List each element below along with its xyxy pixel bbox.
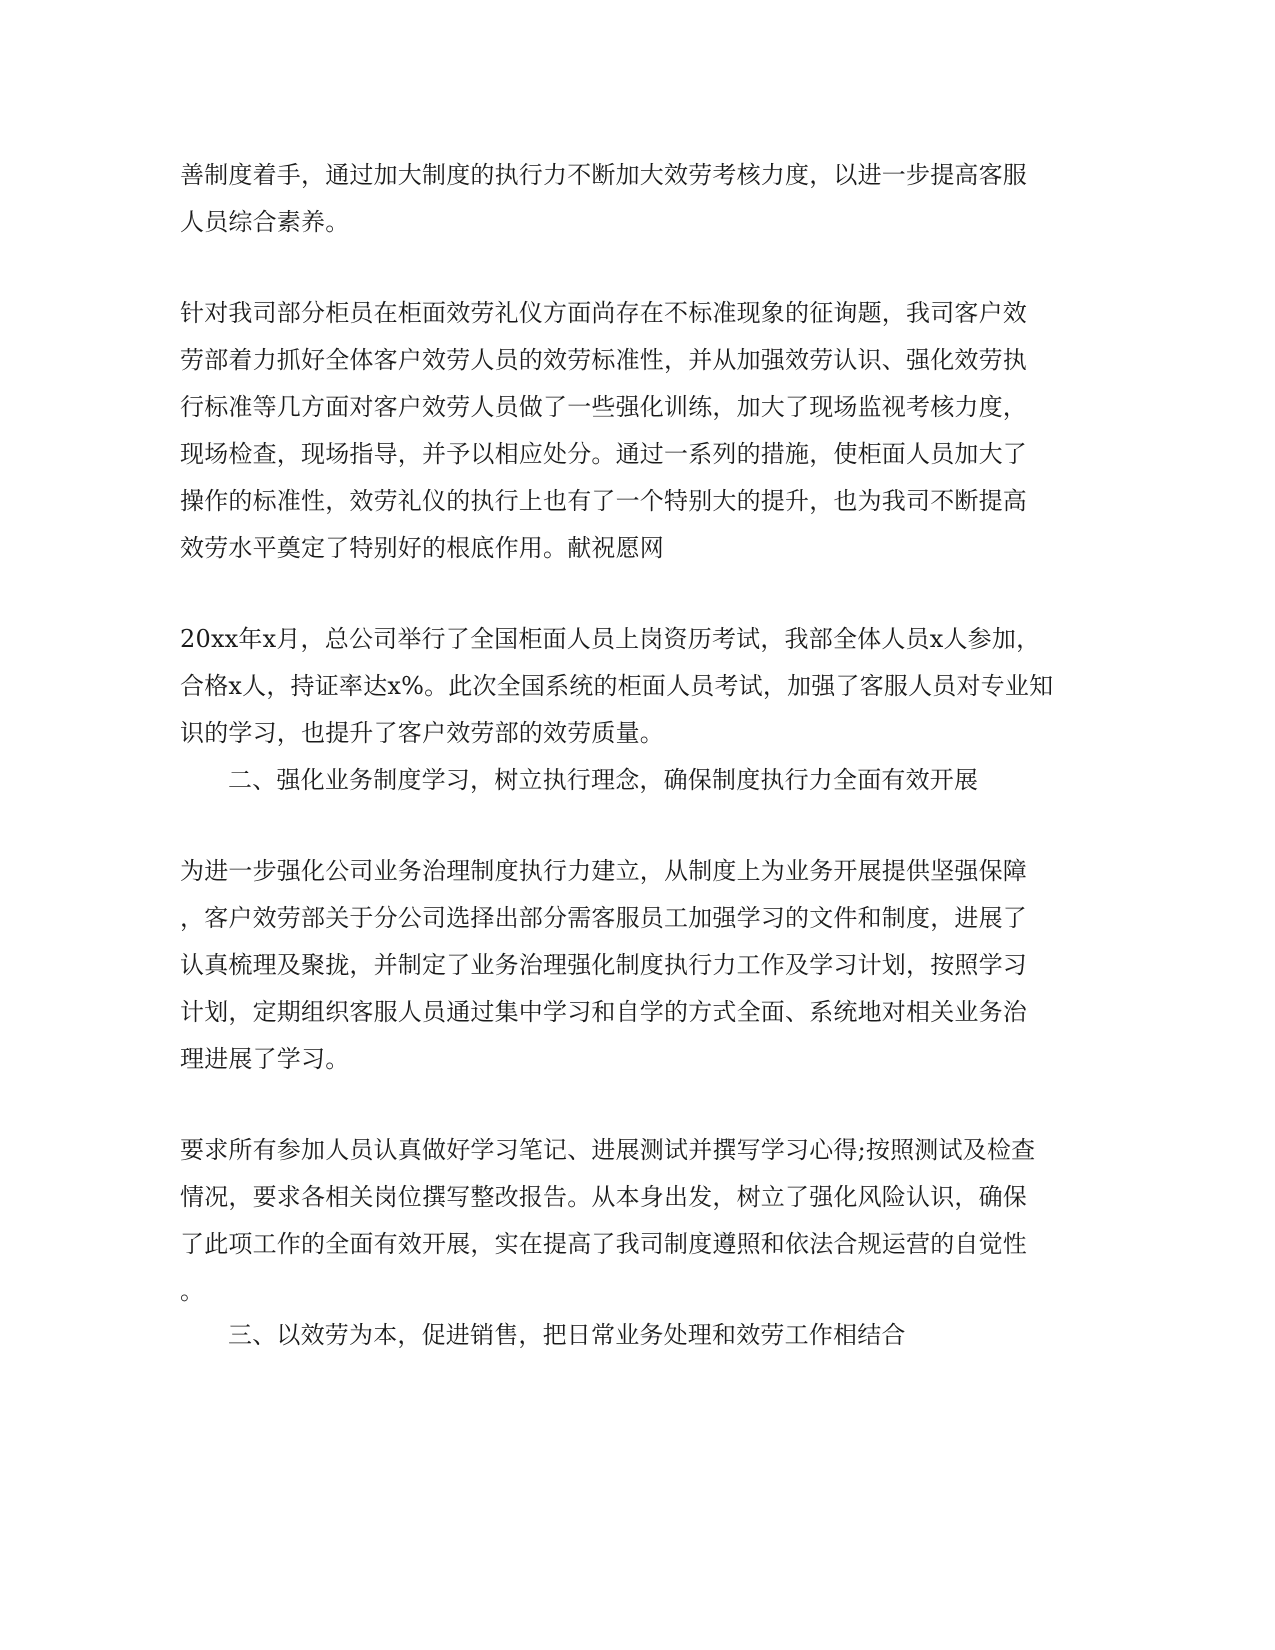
text-line: 情况，要求各相关岗位撰写整改报告。从本身出发，树立了强化风险认识，确保 xyxy=(180,1183,1027,1211)
text-line: 针对我司部分柜员在柜面效劳礼仪方面尚存在不标准现象的征询题，我司客户效 xyxy=(180,299,1027,327)
text-line: 善制度着手，通过加大制度的执行力不断加大效劳考核力度，以进一步提高客服 xyxy=(180,161,1027,189)
text-line: 识的学习，也提升了客户效劳部的效劳质量。 xyxy=(180,719,664,747)
text-line: 操作的标准性，效劳礼仪的执行上也有了一个特别大的提升，也为我司不断提高 xyxy=(180,487,1027,515)
text-line: 计划，定期组织客服人员通过集中学习和自学的方式全面、系统地对相关业务治 xyxy=(180,998,1027,1026)
text-line: 20xx年x月，总公司举行了全国柜面人员上岗资历考试，我部全体人员x人参加， xyxy=(180,625,1041,653)
text-line: 人员综合素养。 xyxy=(180,208,350,236)
text-line: 效劳水平奠定了特别好的根底作用。献祝愿网 xyxy=(180,534,664,562)
text-line: 劳部着力抓好全体客户效劳人员的效劳标准性，并从加强效劳认识、强化效劳执 xyxy=(180,346,1027,374)
text-line: 认真梳理及聚拢，并制定了业务治理强化制度执行力工作及学习计划，按照学习 xyxy=(180,951,1027,979)
text-line: 了此项工作的全面有效开展，实在提高了我司制度遵照和依法合规运营的自觉性 xyxy=(180,1230,1027,1258)
section-heading: 二、强化业务制度学习，树立执行理念，确保制度执行力全面有效开展 xyxy=(228,766,979,794)
text-line: 理进展了学习。 xyxy=(180,1045,350,1073)
text-line: 为进一步强化公司业务治理制度执行力建立，从制度上为业务开展提供坚强保障 xyxy=(180,857,1027,885)
text-line: 合格x人，持证率达x%。此次全国系统的柜面人员考试，加强了客服人员对专业知 xyxy=(180,672,1054,700)
text-line: 行标准等几方面对客户效劳人员做了一些强化训练，加大了现场监视考核力度， xyxy=(180,393,1027,421)
text-line: ，客户效劳部关于分公司选择出部分需客服员工加强学习的文件和制度，进展了 xyxy=(180,904,1027,932)
text-line: 现场检查，现场指导，并予以相应处分。通过一系列的措施，使柜面人员加大了 xyxy=(180,440,1027,468)
text-line: 要求所有参加人员认真做好学习笔记、进展测试并撰写学习心得;按照测试及检查 xyxy=(180,1136,1036,1164)
text-line: 。 xyxy=(180,1277,205,1305)
section-heading: 三、以效劳为本，促进销售，把日常业务处理和效劳工作相结合 xyxy=(228,1321,906,1349)
